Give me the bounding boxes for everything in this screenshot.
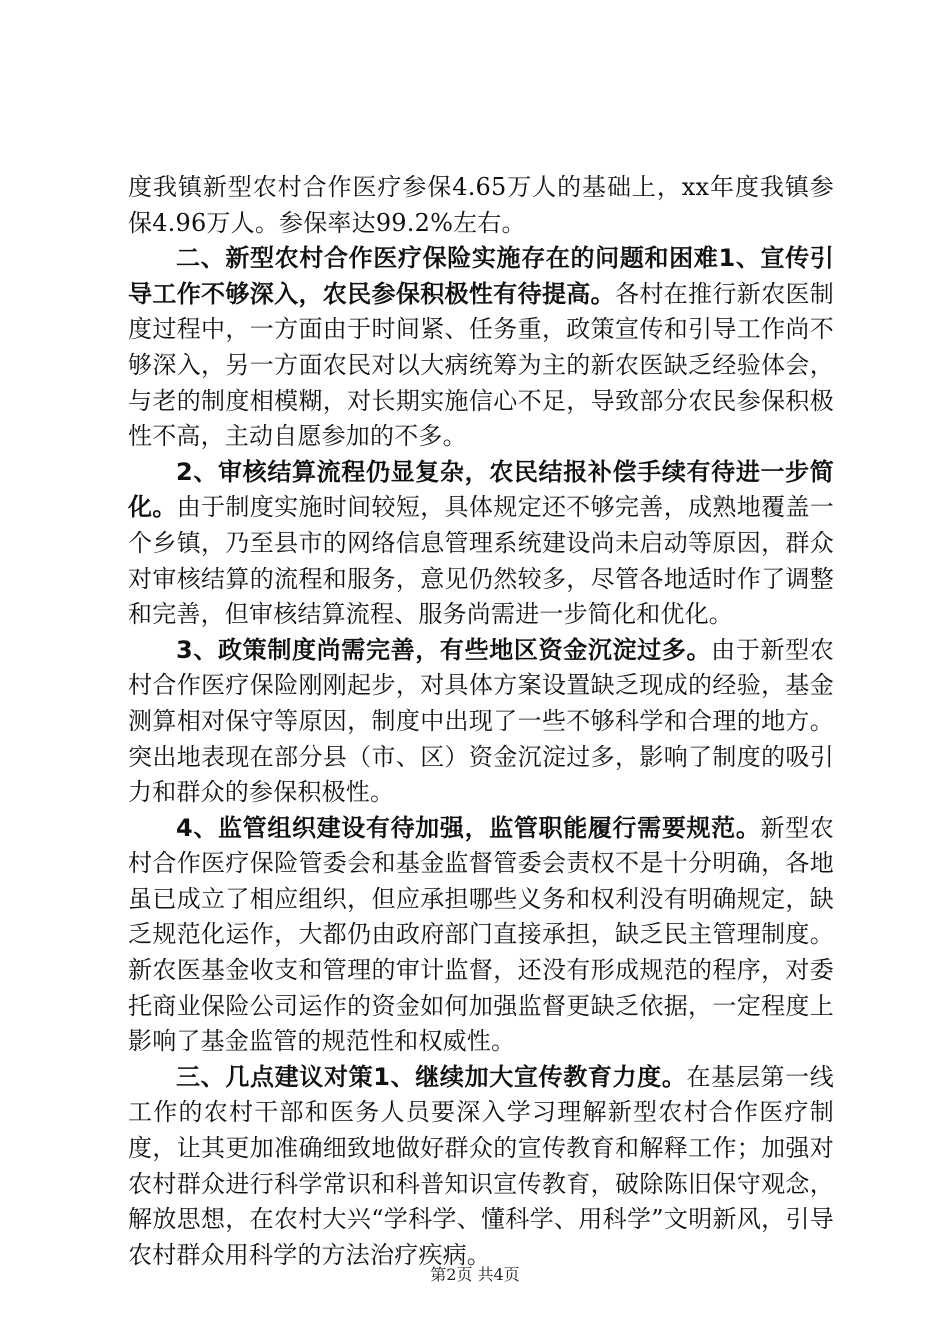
item-heading: 4、监管组织建设有待加强，监管职能履行需要规范。 [176, 813, 761, 842]
item-heading: 3、政策制度尚需完善，有些地区资金沉淀过多。 [176, 635, 712, 664]
section-heading: 三、几点建议对策1、继续加大宣传教育力度。 [176, 1062, 687, 1091]
paragraph-text: 新型农村合作医疗保险管委会和基金监督管委会责权不是十分明确，各地虽已成立了相应组织，但应承担哪些义务和权利没有明确规定，缺乏规范化运作，大都仍由政府部门直接承担，缺乏民主管理制度。新农医基金收支和管理的审计监督，还没有形成规范的程序，对委托商业保险公司运作的资金如何加强监督更缺乏依据，一定程度上影响了基金监管的规范性和权威性。 [128, 813, 834, 1056]
paragraph-item-4 [128, 811, 834, 1060]
section-heading: 二、新型农村合作医疗保险实施存在的问题和困难1、宣传引导工作不够深入，农民参保积极性有待提高。 [128, 244, 834, 308]
paragraph-item-3 [128, 633, 834, 811]
paragraph-text: 度我镇新型农村合作医疗参保4.65万人的基础上，xx年度我镇参保4.96万人。参保率达99.2%左右。 [128, 173, 834, 237]
paragraph-text: 各村在推行新农医制度过程中，一方面由于时间紧、任务重，政策宣传和引导工作尚不够深入，另一方面农民对以大病统筹为主的新农医缺乏经验体会，与老的制度相模糊，对长期实施信心不足，导致部分农民参保积极性不高，主动自愿参加的不多。 [128, 279, 834, 451]
paragraph-section-three [128, 1060, 834, 1274]
paragraph-text: 由于制度实施时间较短，具体规定还不够完善，成熟地覆盖一个乡镇，乃至县市的网络信息管理系统建设尚未启动等原因，群众对审核结算的流程和服务，意见仍然较多，尽管各地适时作了调整和完善，但审核结算流程、服务尚需进一步简化和优化。 [128, 493, 834, 629]
page-footer [0, 1262, 950, 1285]
paragraph-text: 在基层第一线工作的农村干部和医务人员要深入学习理解新型农村合作医疗制度，让其更加准确细致地做好群众的宣传教育和解释工作；加强对农村群众进行科学常识和科普知识宣传教育，破除陈旧保守观念，解放思想，在农村大兴“学科学、懂科学、用科学”文明新风，引导农村群众用科学的方法治疗疾病。 [128, 1062, 835, 1269]
paragraph-section-two [128, 241, 834, 455]
paragraph-text: 由于新型农村合作医疗保险刚刚起步，对具体方案设置缺乏现成的经验，基金测算相对保守等原因，制度中出现了一些不够科学和合理的地方。突出地表现在部分县（市、区）资金沉淀过多，影响了制度的吸引力和群众的参保积极性。 [128, 635, 835, 807]
page-number: 第2页 共4页 [430, 1265, 520, 1284]
paragraph-item-2 [128, 455, 834, 633]
item-heading: 2、审核结算流程仍显复杂，农民结报补偿手续有待进一步简化。 [128, 457, 834, 522]
document-body [128, 170, 834, 1273]
paragraph-continuation [128, 170, 834, 241]
